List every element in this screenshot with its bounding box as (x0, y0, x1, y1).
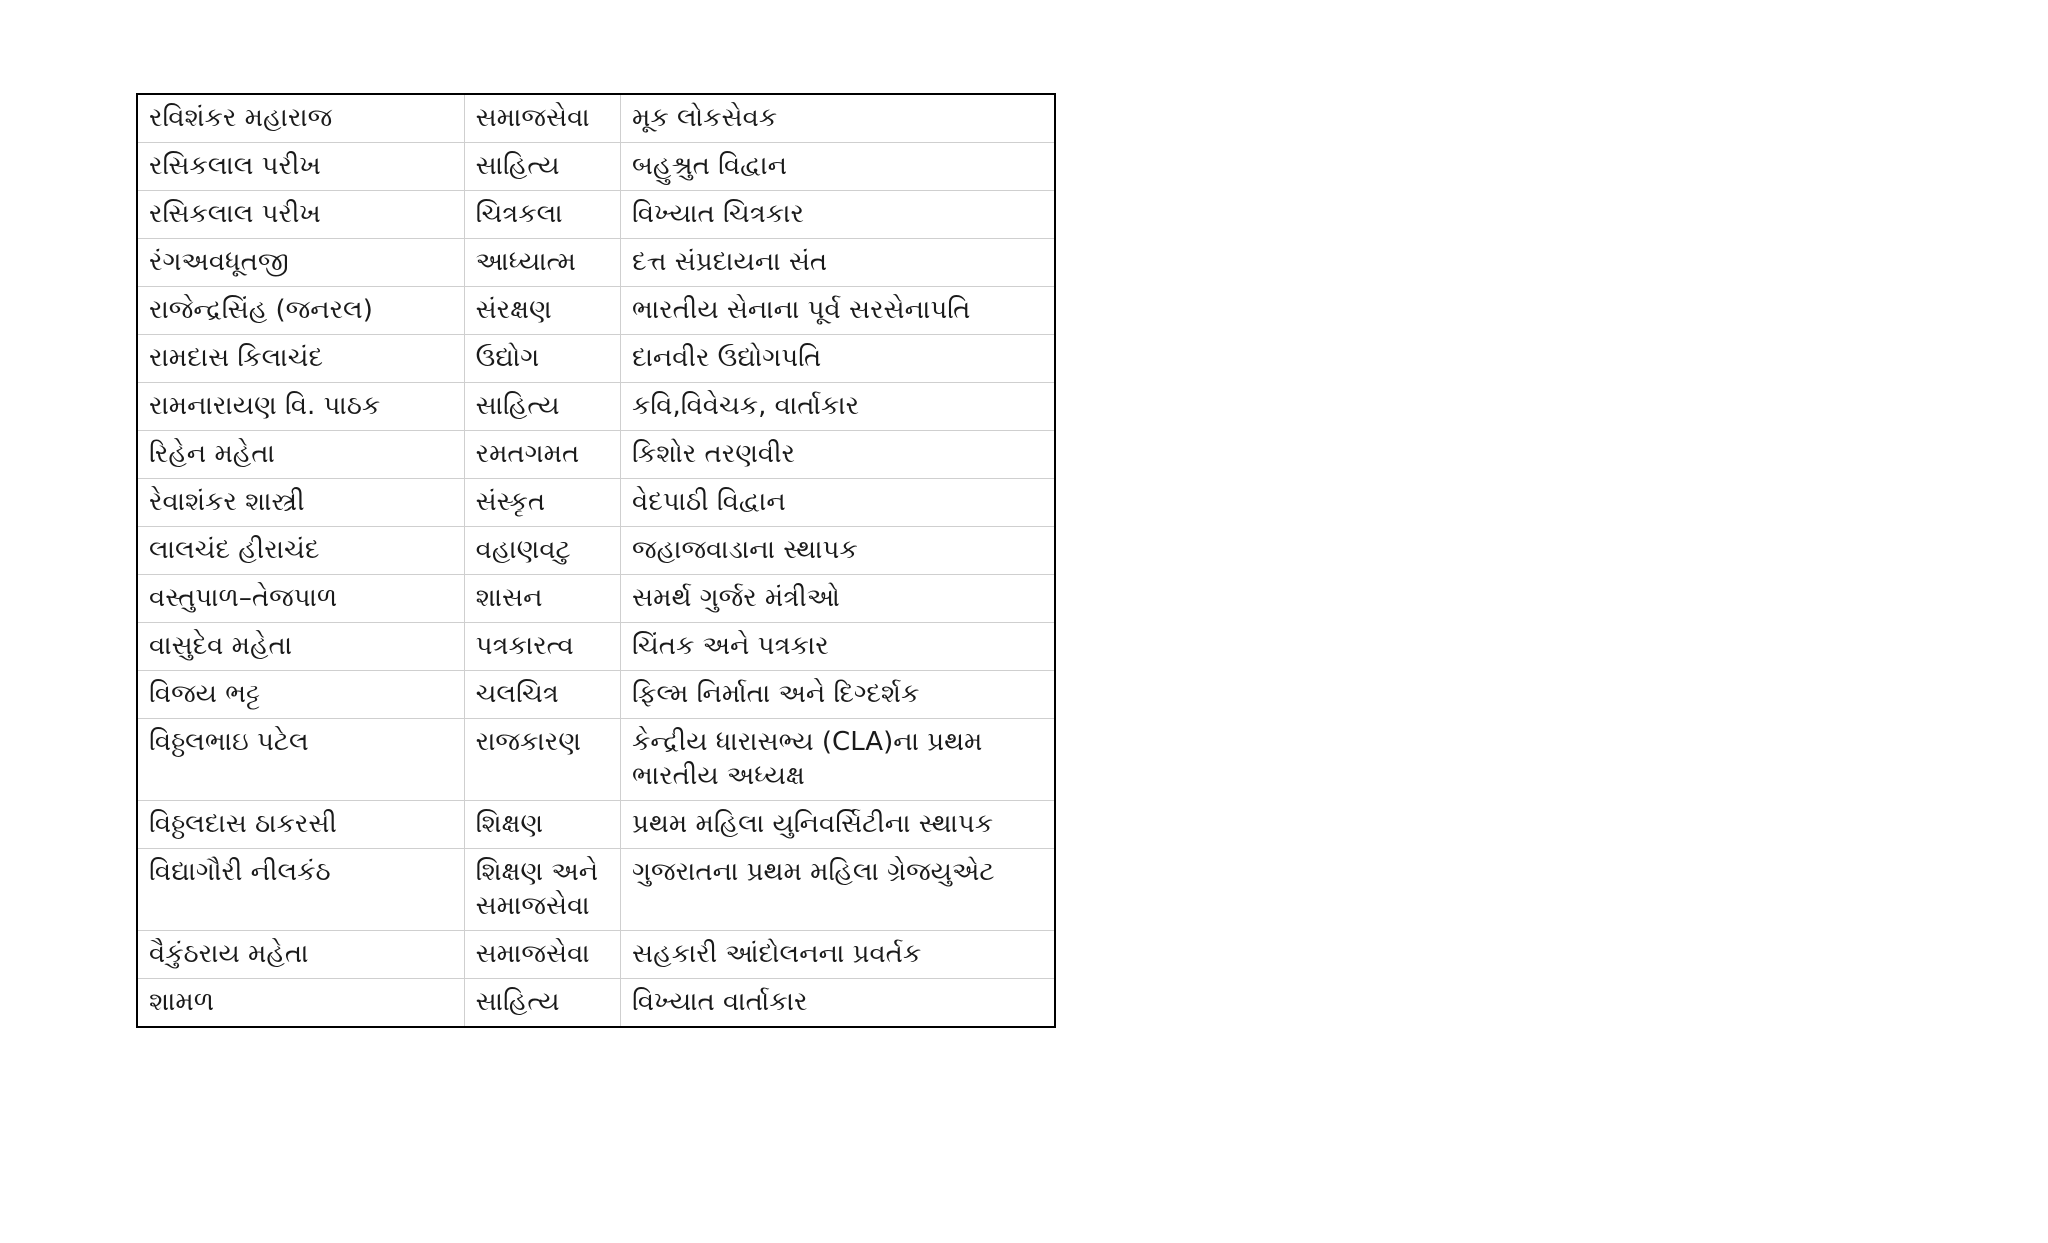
field-cell: સમાજસેવા (464, 931, 620, 979)
field-cell: રાજકારણ (464, 719, 620, 801)
description-cell: દાનવીર ઉદ્યોગપતિ (621, 335, 1055, 383)
name-cell: વિદ્યાગૌરી નીલકંઠ (137, 849, 464, 931)
name-cell: રિહેન મહેતા (137, 431, 464, 479)
field-cell: સાહિત્ય (464, 383, 620, 431)
description-cell: મૂક લોકસેવક (621, 94, 1055, 143)
table-row (137, 191, 1055, 239)
field-cell: સાહિત્ય (464, 979, 620, 1028)
field-cell: વહાણવટુ (464, 527, 620, 575)
table-row (137, 979, 1055, 1028)
name-cell: રસિકલાલ પરીખ (137, 143, 464, 191)
description-cell: વેદપાઠી વિદ્વાન (621, 479, 1055, 527)
description-cell: કેન્દ્રીય ધારાસભ્ય (CLA)ના પ્રથમ ભારતીય અધ્યક્ષ (621, 719, 1055, 801)
name-cell: વિઠ્ઠલદાસ ઠાકરસી (137, 801, 464, 849)
name-cell: શામળ (137, 979, 464, 1028)
table-row (137, 479, 1055, 527)
field-cell: સમાજસેવા (464, 94, 620, 143)
table-row (137, 719, 1055, 801)
name-cell: રંગઅવધૂતજી (137, 239, 464, 287)
description-cell: ફિલ્મ નિર્માતા અને દિગ્દર્શક (621, 671, 1055, 719)
table-row (137, 335, 1055, 383)
name-cell: રાજેન્દ્રસિંહ (જનરલ) (137, 287, 464, 335)
table-row (137, 431, 1055, 479)
field-cell: શિક્ષણ અને સમાજસેવા (464, 849, 620, 931)
name-cell: રામનારાયણ વિ. પાઠક (137, 383, 464, 431)
description-cell: વિખ્યાત વાર્તાકાર (621, 979, 1055, 1028)
personalities-table (136, 93, 1056, 1028)
field-cell: ચલચિત્ર (464, 671, 620, 719)
name-cell: વસ્તુપાળ–તેજપાળ (137, 575, 464, 623)
table-row (137, 801, 1055, 849)
name-cell: વાસુદેવ મહેતા (137, 623, 464, 671)
table-row (137, 239, 1055, 287)
name-cell: રામદાસ કિલાચંદ (137, 335, 464, 383)
table-row (137, 575, 1055, 623)
description-cell: પ્રથમ મહિલા યુનિવર્સિટીના સ્થાપક (621, 801, 1055, 849)
description-cell: કિશોર તરણવીર (621, 431, 1055, 479)
table-row (137, 287, 1055, 335)
name-cell: વૈકુંઠરાય મહેતા (137, 931, 464, 979)
description-cell: ચિંતક અને પત્રકાર (621, 623, 1055, 671)
field-cell: સાહિત્ય (464, 143, 620, 191)
table-row (137, 94, 1055, 143)
table-row (137, 383, 1055, 431)
table-row (137, 623, 1055, 671)
table-body (137, 94, 1055, 1027)
description-cell: ગુજરાતના પ્રથમ મહિલા ગ્રેજયુએટ (621, 849, 1055, 931)
description-cell: ભારતીય સેનાના પૂર્વ સરસેનાપતિ (621, 287, 1055, 335)
field-cell: પત્રકારત્વ (464, 623, 620, 671)
description-cell: સમર્થ ગુર્જર મંત્રીઓ (621, 575, 1055, 623)
description-cell: વિખ્યાત ચિત્રકાર (621, 191, 1055, 239)
table-row (137, 671, 1055, 719)
name-cell: લાલચંદ હીરાચંદ (137, 527, 464, 575)
field-cell: આધ્યાત્મ (464, 239, 620, 287)
field-cell: રમતગમત (464, 431, 620, 479)
name-cell: રસિકલાલ પરીખ (137, 191, 464, 239)
field-cell: ઉદ્યોગ (464, 335, 620, 383)
field-cell: સંસ્કૃત (464, 479, 620, 527)
name-cell: રેવાશંકર શાસ્ત્રી (137, 479, 464, 527)
description-cell: જહાજવાડાના સ્થાપક (621, 527, 1055, 575)
field-cell: સંરક્ષણ (464, 287, 620, 335)
table-row (137, 931, 1055, 979)
description-cell: કવિ,વિવેચક, વાર્તાકાર (621, 383, 1055, 431)
field-cell: શાસન (464, 575, 620, 623)
description-cell: સહકારી આંદોલનના પ્રવર્તક (621, 931, 1055, 979)
field-cell: શિક્ષણ (464, 801, 620, 849)
name-cell: વિજય ભટ્ટ (137, 671, 464, 719)
description-cell: દત્ત સંપ્રદાયના સંત (621, 239, 1055, 287)
description-cell: બહુશ્રુત વિદ્વાન (621, 143, 1055, 191)
table-row (137, 143, 1055, 191)
name-cell: વિઠ્ઠલભાઇ પટેલ (137, 719, 464, 801)
field-cell: ચિત્રકલા (464, 191, 620, 239)
table-row (137, 849, 1055, 931)
table-row (137, 527, 1055, 575)
name-cell: રવિશંકર મહારાજ (137, 94, 464, 143)
